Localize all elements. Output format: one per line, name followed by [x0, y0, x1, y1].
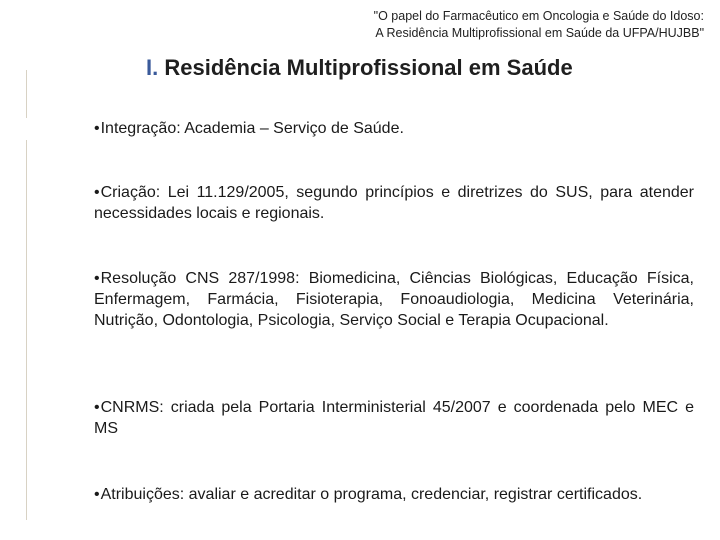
bullet-item-cnrms — [94, 397, 694, 439]
bullet-icon: • — [94, 486, 100, 503]
bullet-item-integracao — [94, 118, 694, 139]
bullet-text: Integração: Academia – Serviço de Saúde. — [100, 120, 404, 137]
header-note — [284, 8, 704, 42]
bullet-text: Atribuições: avaliar e acreditar o programa, credenciar, registrar certificados. — [100, 486, 643, 503]
bullet-icon: • — [94, 120, 100, 137]
bullet-text: Criação: Lei 11.129/2005, segundo princípios e diretrizes do SUS, para atender necessidades locais e regionais. — [94, 184, 694, 222]
bullet-icon: • — [94, 399, 100, 416]
bullet-icon: • — [94, 184, 100, 201]
header-note-line-2: A Residência Multiprofissional em Saúde da UFPA/HUJBB" — [375, 26, 704, 40]
bullet-text: Resolução CNS 287/1998: Biomedicina, Ciências Biológicas, Educação Física, Enfermagem, Farmácia, Fisioterapia, Fonoaudiologia, Medicina Veterinária, Nutrição, Odontologia, Psicologia, Serviço Social e Terapia Ocupacional. — [94, 270, 694, 329]
decorative-divider — [26, 70, 27, 118]
header-note-line-1: "O papel do Farmacêutico em Oncologia e Saúde do Idoso: — [373, 9, 704, 23]
bullet-item-atribuicoes — [94, 484, 694, 505]
bullet-icon: • — [94, 270, 100, 287]
bullet-item-criacao — [94, 182, 694, 224]
decorative-divider — [26, 140, 27, 520]
bullet-text: CNRMS: criada pela Portaria Interministerial 45/2007 e coordenada pelo MEC e MS — [94, 399, 694, 437]
title-text: Residência Multiprofissional em Saúde — [164, 55, 573, 80]
title-number: I. — [146, 55, 159, 80]
bullet-item-resolucao — [94, 268, 694, 331]
page-title — [146, 55, 573, 81]
